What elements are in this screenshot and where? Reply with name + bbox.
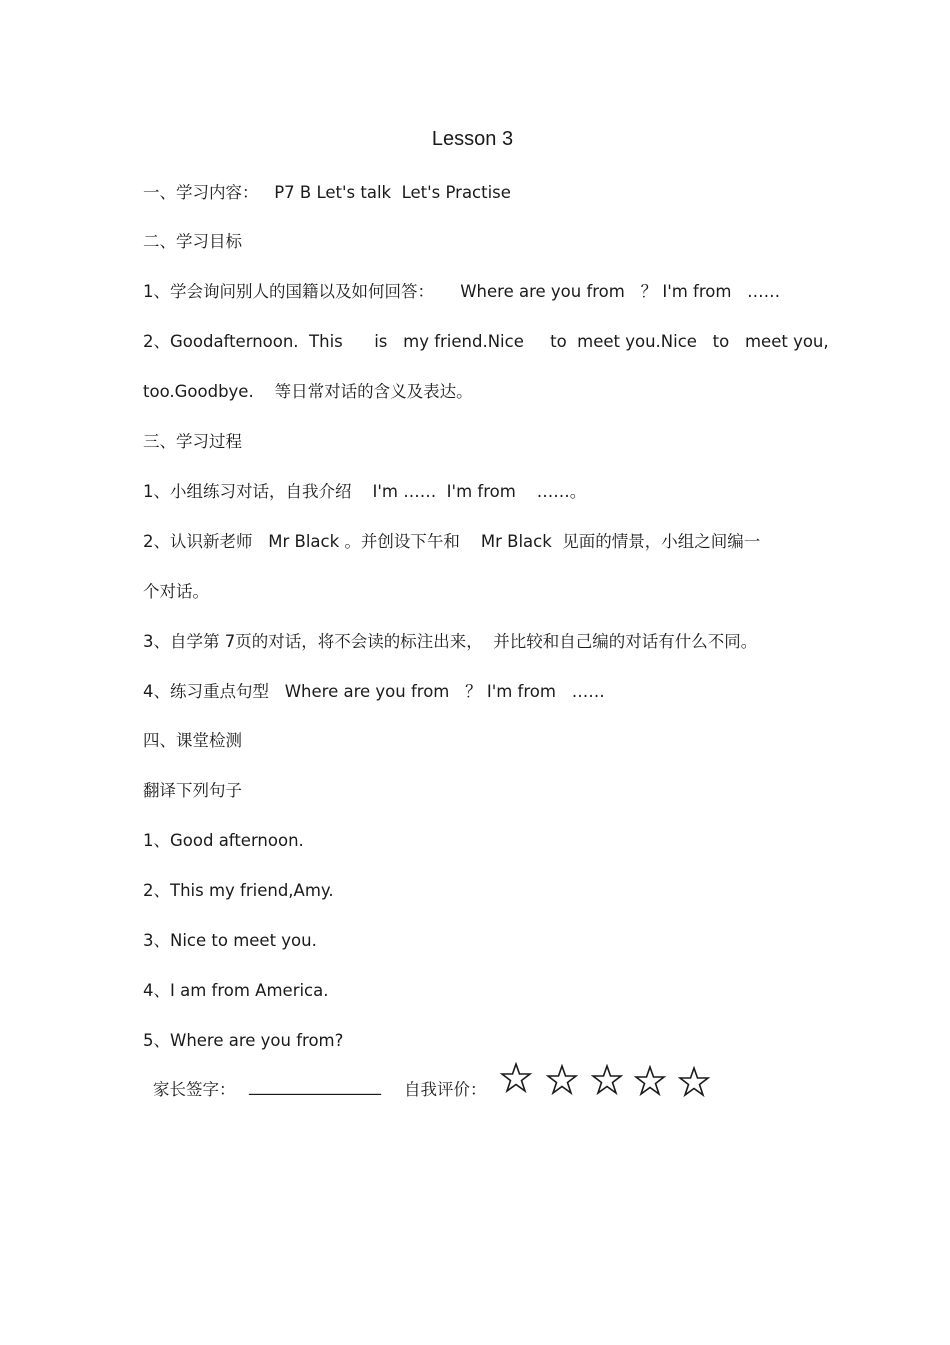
parent-signature-label: 家长签字： [153,1080,236,1099]
sentence-1: 1、Good afternoon. [143,831,304,850]
section-3-heading: 三、学习过程 [143,432,242,451]
star-outline-icon[interactable] [678,1066,710,1098]
goal-2-line-2: too.Goodbye. 等日常对话的含义及表达。 [143,382,473,401]
section-2-heading: 二、学习目标 [143,232,242,251]
page-title: Lesson 3 [431,128,514,150]
process-4: 4、练习重点句型 Where are you from ？ I'm from …… [143,682,605,701]
goal-1: 1、学会询问别人的国籍以及如何回答： Where are you from ？ I'm from …… [143,282,781,301]
process-2-line-2: 个对话。 [143,582,209,601]
translate-instruction: 翻译下列句子 [143,781,242,800]
star-outline-icon[interactable] [500,1062,532,1094]
process-2-line-1: 2、认识新老师 Mr Black 。并创设下午和 Mr Black 见面的情景，小组之间编一 [143,532,761,551]
section-1-content: 一、学习内容： P7 B Let's talk Let's Practise [143,183,511,202]
sentence-3: 3、Nice to meet you. [143,931,317,950]
goal-2-line-1: 2、Goodafternoon. This is my friend.Nice to meet you.Nice to meet you, [143,332,829,351]
self-evaluation-label: 自我评价： [404,1080,487,1099]
sentence-5: 5、Where are you from? [143,1031,344,1050]
star-outline-icon[interactable] [591,1064,623,1096]
star-outline-icon[interactable] [546,1064,578,1096]
star-outline-icon[interactable] [634,1065,666,1097]
process-1: 1、小组练习对话，自我介绍 I'm …… I'm from ……。 [143,482,587,501]
sentence-2: 2、This my friend,Amy. [143,881,334,900]
sentence-4: 4、I am from America. [143,981,329,1000]
signature-blank[interactable]: ________________ [249,1076,381,1095]
process-3: 3、自学第 7页的对话，将不会读的标注出来， 并比较和自己编的对话有什么不同。 [143,632,758,651]
section-4-heading: 四、课堂检测 [143,731,242,750]
